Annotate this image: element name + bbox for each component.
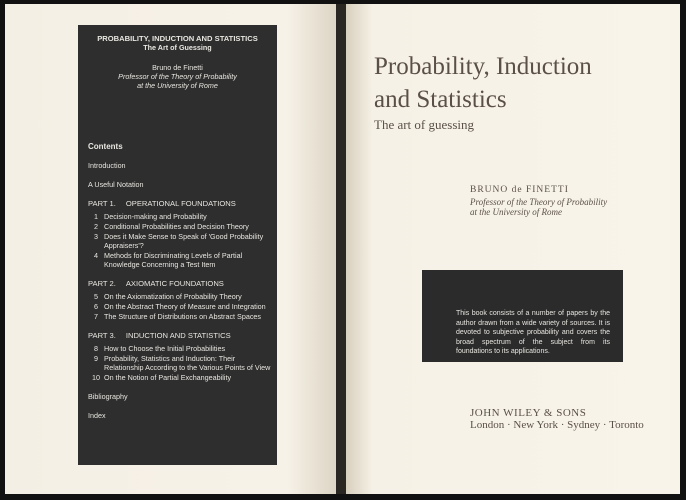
chapter-title: On the Notion of Partial Exchangeability bbox=[104, 373, 232, 382]
part-heading bbox=[88, 331, 273, 340]
toc-bibliography: Bibliography bbox=[88, 392, 128, 401]
publisher-name: JOHN WILEY & SONS bbox=[470, 407, 587, 419]
contents-panel bbox=[78, 25, 277, 465]
chapter-title: On the Abstract Theory of Measure and Integration bbox=[104, 302, 266, 311]
chapter-title: On the Axiomatization of Probability Theory bbox=[104, 292, 242, 301]
chapter-number: 9 bbox=[94, 354, 98, 363]
author-name: BRUNO de FINETTI bbox=[470, 185, 569, 195]
part-label: PART 2. bbox=[88, 279, 116, 288]
contents-heading: Contents bbox=[88, 142, 123, 151]
panel-subtitle: The Art of Guessing bbox=[143, 43, 212, 52]
panel-affiliation-2: at the University of Rome bbox=[137, 81, 218, 90]
toc-item bbox=[88, 312, 273, 321]
toc-item bbox=[88, 354, 273, 372]
chapter-number: 4 bbox=[94, 251, 98, 260]
part-name: INDUCTION AND STATISTICS bbox=[125, 331, 231, 340]
blurb-box bbox=[422, 270, 623, 362]
author-block bbox=[470, 185, 607, 217]
panel-title: PROBABILITY, INDUCTION AND STATISTICS bbox=[97, 34, 258, 43]
chapter-title: How to Choose the Initial Probabilities bbox=[104, 344, 226, 353]
toc-introduction: Introduction bbox=[88, 161, 126, 170]
blurb-text: This book consists of a number of papers by the author drawn from a wide variety of sources. It is devoted to subjective probability and covers the broad spectrum of the subject from its foundations to its applications. bbox=[456, 310, 610, 355]
panel-affiliation-1: Professor of the Theory of Probability bbox=[118, 72, 237, 81]
chapter-number: 6 bbox=[94, 302, 98, 311]
panel-author: Bruno de Finetti bbox=[152, 63, 203, 72]
chapter-title: Conditional Probabilities and Decision Theory bbox=[104, 222, 249, 231]
author-affiliation-2: at the University of Rome bbox=[470, 207, 562, 217]
chapter-number: 3 bbox=[94, 232, 98, 241]
table-of-contents bbox=[88, 142, 273, 430]
toc-part bbox=[88, 331, 273, 382]
chapter-title: Does it Make Sense to Speak of 'Good Probability Appraisers'? bbox=[104, 232, 264, 250]
toc-item bbox=[88, 373, 273, 382]
part-label: PART 3. bbox=[88, 331, 116, 340]
toc-item bbox=[88, 302, 273, 311]
toc-part bbox=[88, 279, 273, 321]
toc-item bbox=[88, 232, 273, 250]
chapter-number: 7 bbox=[94, 312, 98, 321]
book-spine bbox=[336, 4, 346, 494]
book-subtitle: The art of guessing bbox=[374, 117, 475, 132]
toc-item bbox=[88, 251, 273, 269]
title-line-1: Probability, Induction bbox=[374, 53, 592, 80]
author-affiliation-1: Professor of the Theory of Probability bbox=[470, 197, 608, 207]
chapter-number: 5 bbox=[94, 292, 98, 301]
book-title bbox=[374, 50, 592, 116]
publisher-cities: London · New York · Sydney · Toronto bbox=[470, 419, 644, 431]
toc-index: Index bbox=[88, 411, 106, 420]
chapter-title: The Structure of Distributions on Abstract Spaces bbox=[104, 312, 262, 321]
chapter-number: 1 bbox=[94, 212, 98, 221]
chapter-number: 10 bbox=[92, 373, 100, 382]
part-name: AXIOMATIC FOUNDATIONS bbox=[125, 279, 224, 288]
publisher-block bbox=[470, 407, 644, 431]
part-label: PART 1. bbox=[88, 199, 116, 208]
part-heading bbox=[88, 279, 273, 288]
chapter-title: Methods for Discriminating Levels of Partial Knowledge Concerning a Test Item bbox=[104, 251, 243, 269]
toc-part bbox=[88, 199, 273, 269]
toc-item bbox=[88, 222, 273, 231]
toc-item bbox=[88, 344, 273, 353]
part-name: OPERATIONAL FOUNDATIONS bbox=[125, 199, 236, 208]
toc-item bbox=[88, 212, 273, 221]
chapter-number: 8 bbox=[94, 344, 98, 353]
chapter-number: 2 bbox=[94, 222, 98, 231]
toc-item bbox=[88, 292, 273, 301]
toc-notation: A Useful Notation bbox=[88, 180, 144, 189]
title-line-2: and Statistics bbox=[374, 86, 507, 113]
chapter-title: Decision-making and Probability bbox=[104, 212, 207, 221]
chapter-title: Probability, Statistics and Induction: Their Relationship According to the Various Points of View bbox=[104, 354, 271, 372]
part-heading bbox=[88, 199, 273, 208]
